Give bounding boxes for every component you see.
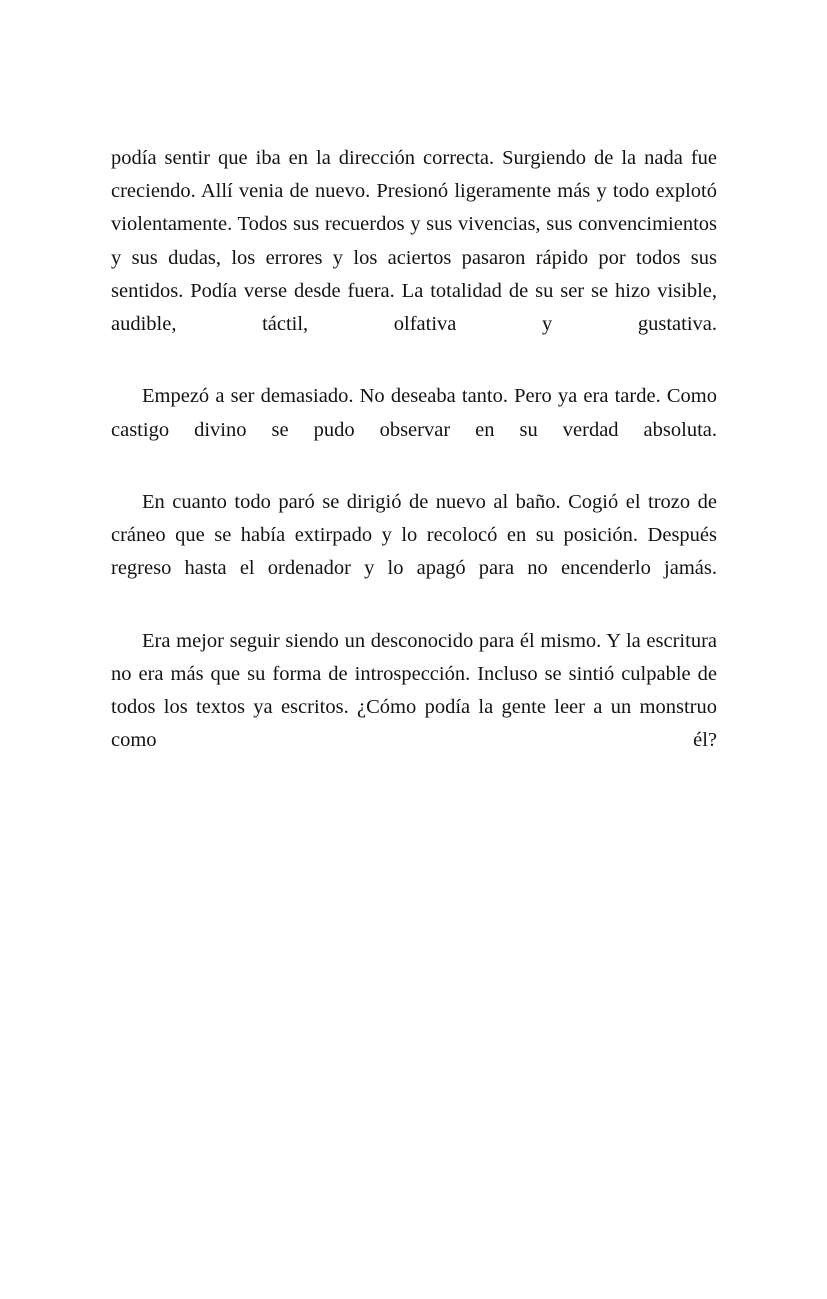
body-paragraph: Empezó a ser demasiado. No deseaba tanto. Pero ya era tarde. Como castigo divino se pudo observar en su verdad absoluta. [111,385,717,441]
page-text-block [111,142,717,791]
body-paragraph: Era mejor seguir siendo un desconocido para él mismo. Y la escritura no era más que su forma de introspección. Incluso se sintió culpable de todos los textos ya escritos. ¿Cómo podía la gente leer a un monstruo como él? [111,629,717,752]
body-paragraph: podía sentir que iba en la dirección correcta. Surgiendo de la nada fue creciendo. Allí venia de nuevo. Presionó ligeramente más y todo explotó violentamente. Todos sus recuerdos y sus vivencias, sus convencimientos y sus dudas, los errores y los aciertos pasaron rápido por todos sus sentidos. Podía verse desde fuera. La totalidad de su ser se hizo visible, audible, táctil, olfativa y gustativa. [111,147,717,336]
body-paragraph: En cuanto todo paró se dirigió de nuevo al baño. Cogió el trozo de cráneo que se había extirpado y lo recolocó en su posición. Después regreso hasta el ordenador y lo apagó para no encenderlo jamás. [111,491,717,580]
